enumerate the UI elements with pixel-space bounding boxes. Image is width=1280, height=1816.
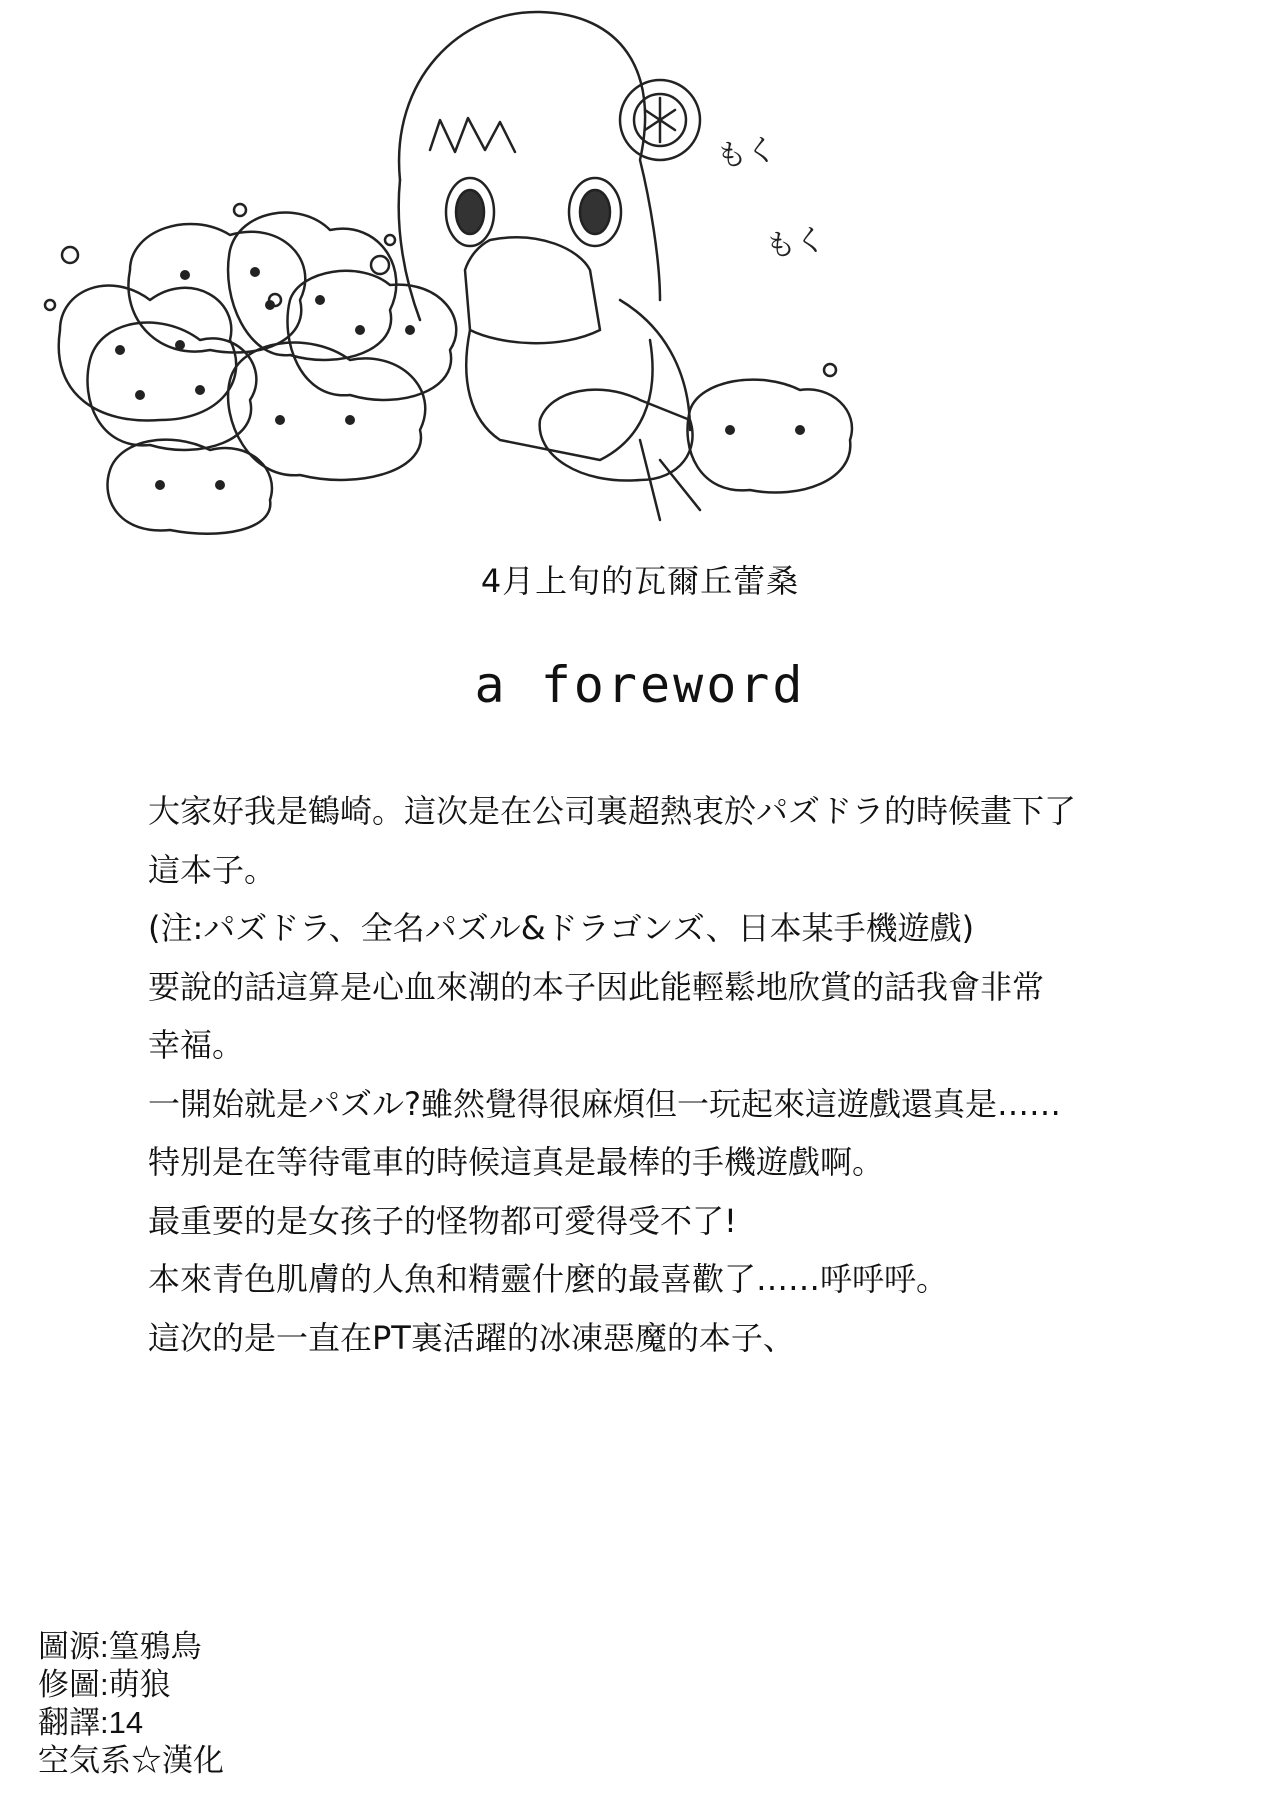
body-line: 大家好我是鶴崎。這次是在公司裏超熱衷於パズドラ的時候畫下了	[148, 792, 1077, 830]
slime	[59, 286, 236, 421]
sketch-illustration	[0, 0, 1280, 540]
bubble	[824, 364, 836, 376]
credits	[38, 1628, 224, 1780]
body-line: 幸福。	[148, 1026, 245, 1064]
illustration	[0, 0, 1280, 540]
bubble	[234, 204, 246, 216]
foreword-title: a foreword	[474, 656, 806, 714]
foreword-body	[148, 782, 1158, 1367]
bubble	[45, 300, 55, 310]
held-slime	[465, 237, 600, 343]
body-line: 要說的話這算是心血來潮的本子因此能輕鬆地欣賞的話我會非常	[148, 967, 1045, 1006]
slime	[228, 213, 396, 360]
credit-translation: 翻譯:14	[38, 1705, 144, 1740]
credit-source: 圖源:篁鴉鳥	[38, 1629, 202, 1664]
bubble	[62, 247, 78, 263]
slime	[128, 224, 305, 353]
credit-group: 空気系☆漢化	[38, 1743, 224, 1778]
slime	[540, 390, 693, 481]
slime	[288, 271, 457, 400]
character-hair	[399, 12, 660, 300]
credit-retouch: 修圖:萌狼	[38, 1667, 171, 1702]
body-line: 這本子。	[148, 850, 277, 889]
sfx-text: もく	[714, 131, 779, 175]
bubble	[371, 256, 389, 274]
sfx-text: もく	[763, 221, 828, 265]
bubble	[269, 294, 281, 306]
body-line: 這次的是一直在PT裏活躍的冰凍惡魔的本子、	[148, 1318, 795, 1357]
slime	[688, 380, 852, 493]
illustration-caption: 4月上旬的瓦爾丘蕾桑	[480, 562, 800, 600]
body-line: 最重要的是女孩子的怪物都可愛得受不了!	[148, 1201, 737, 1240]
body-line: 特別是在等待電車的時候這真是最棒的手機遊戲啊。	[148, 1143, 885, 1181]
body-line: (注:パズドラ、全名パズル&ドラゴンズ、日本某手機遊戲)	[148, 909, 975, 947]
body-line: 本來青色肌膚的人魚和精靈什麼的最喜歡了……呼呼呼。	[148, 1260, 949, 1298]
bubble	[385, 235, 395, 245]
body-line: 一開始就是パズル?雖然覺得很麻煩但一玩起來這遊戲還真是……	[148, 1084, 1061, 1123]
slime	[108, 440, 272, 534]
